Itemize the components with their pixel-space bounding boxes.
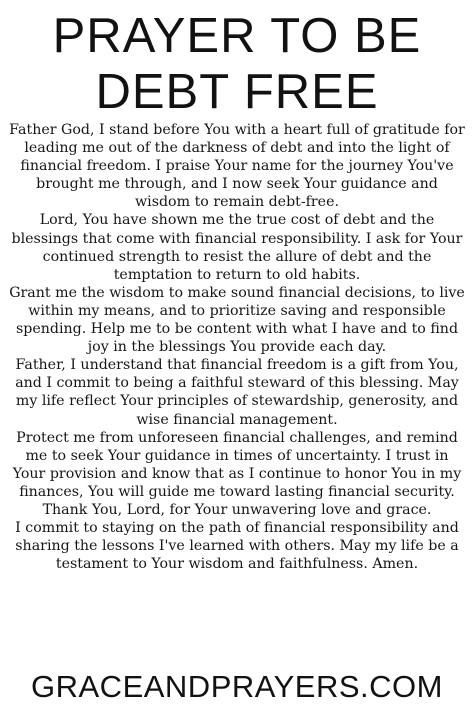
website-footer: GRACEANDPRAYERS.COM xyxy=(31,669,443,704)
prayer-paragraph-1: Father God, I stand before You with a heart full of gratitude for leading me out of the darkness of debt and into the light of financial freedom. I praise Your name for the journey You've brought me through, and I now seek Your guidance and wisdom to remain debt-free. xyxy=(9,122,465,211)
prayer-paragraph-7: I commit to staying on the path of financial responsibility and sharing the lessons I've learned with others. May my life be a testament to Your wisdom and faithfulness. Amen. xyxy=(15,520,459,573)
prayer-paragraph-6: Thank You, Lord, for Your unwavering love and grace. xyxy=(42,501,432,518)
prayer-paragraph-4: Father, I understand that financial freedom is a gift from You, and I commit to being a faithful steward of this blessing. May my life reflect Your principles of stewardship, generosity, and wise financial management. xyxy=(15,357,459,428)
prayer-paragraph-3: Grant me the wisdom to make sound financial decisions, to live within my means, and to prioritize saving and responsible spending. Help me to be content with what I have and to find joy in the blessings You provide each day. xyxy=(9,284,465,356)
prayer-body xyxy=(8,121,466,573)
title-line-1: PRAYER TO BE xyxy=(52,9,422,63)
title-line-2: DEBT FREE xyxy=(95,65,379,119)
prayer-paragraph-2: Lord, You have shown me the true cost of debt and the blessings that come with financial responsibility. I ask for Your continued strength to resist the allure of debt and the temptation to return to old habits. xyxy=(11,212,463,283)
prayer-paragraph-5: Protect me from unforeseen financial challenges, and remind me to seek Your guidance in times of uncertainty. I trust in Your provision and know that as I continue to honor You in my finances, You will guide me toward lasting financial security. xyxy=(12,429,462,500)
page-title xyxy=(0,8,474,120)
